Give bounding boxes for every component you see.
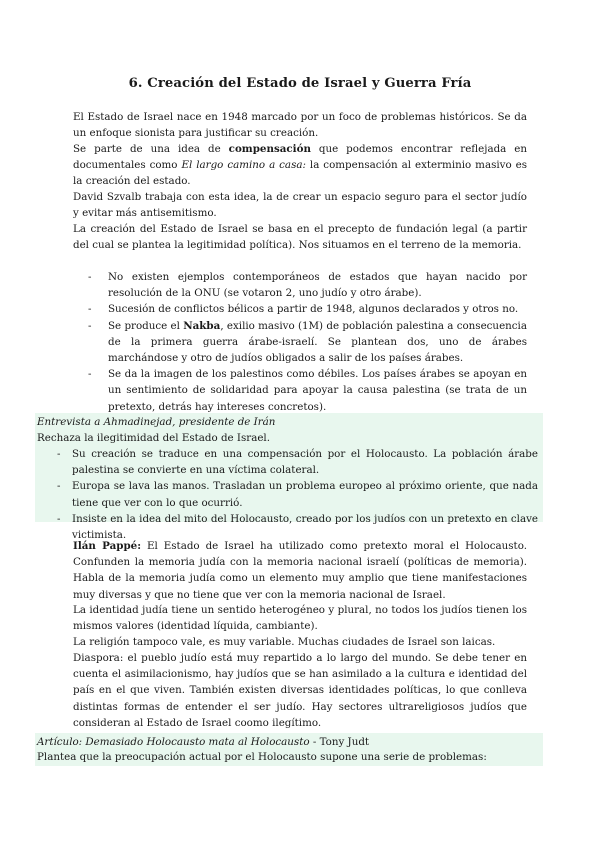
dash-marker: - <box>57 512 61 525</box>
interview-heading: Entrevista a Ahmadinejad, presidente de Irán <box>37 416 276 428</box>
interview-summary: Rechaza la ilegitimidad del Estado de Israel. <box>37 432 270 444</box>
bold-term: compensación <box>228 143 311 155</box>
list-item <box>57 446 538 478</box>
list-item <box>88 366 527 415</box>
list-item-text: Se produce el <box>108 319 184 332</box>
intro-paragraph: El Estado de Israel nace en 1948 marcado por un foco de problemas históricos. Se da un enfoque sionista para justificar su creación. <box>73 111 527 140</box>
compensation-paragraph <box>73 141 527 190</box>
pappe-paragraph <box>73 538 527 603</box>
dash-marker: - <box>88 368 92 381</box>
list-item-text: Insiste en la idea del mito del Holocausto, creado por los judíos con un pretexto en clave victimista. <box>72 512 538 542</box>
dash-marker: - <box>88 303 92 316</box>
list-item <box>88 301 527 317</box>
article-heading <box>37 734 537 750</box>
list-item-text: Sucesión de conflictos bélicos a partir de 1948, algunos declarados y otros no. <box>108 303 519 316</box>
dash-marker: - <box>88 271 92 283</box>
list-item <box>57 478 538 510</box>
legal-paragraph: La creación del Estado de Israel se basa en el precepto de fundación legal (a partir del cual se plantea la legitimidad política). Nos situamos en el terreno de la memoria. <box>73 223 527 252</box>
list-item <box>88 318 527 367</box>
text-run: que podemos encontrar reflejada en documentales como <box>73 143 527 172</box>
dash-marker: - <box>88 319 92 332</box>
text-run: Se parte de una idea de <box>73 143 229 155</box>
bold-term: Nakba <box>183 319 221 332</box>
dash-marker: - <box>57 480 61 493</box>
text-run: la compensación al exterminio masivo es la creación del estado. <box>73 159 528 188</box>
interview-list <box>57 446 538 543</box>
article-author: - Tony Judt <box>309 736 370 748</box>
list-item <box>88 269 527 301</box>
article-title: Artículo: Demasiado Holocausto mata al Holocausto <box>37 736 310 748</box>
list-item-text: Se da la imagen de los palestinos como débiles. Los países árabes se apoyan en un sentimiento de solidaridad para apoyar la causa palestina (se trata de un pretexto, detrás hay intereses concretos). <box>108 368 527 413</box>
article-summary: Plantea que la preocupación actual por el Holocausto supone una serie de problemas: <box>37 751 487 763</box>
dash-marker: - <box>57 448 61 460</box>
list-item-text: Europa se lava las manos. Trasladan un problema europeo al próximo oriente, que nada tiene que ver con lo que ocurrió. <box>72 480 538 509</box>
documentary-title: El largo camino a casa: <box>181 159 306 172</box>
context-list <box>88 269 527 415</box>
section-title: 6. Creación del Estado de Israel y Guerra Fría <box>128 76 472 91</box>
szvalb-paragraph: David Szvalb trabaja con esta idea, la de crear un espacio seguro para el sector judío y evitar más antisemitismo. <box>73 191 527 220</box>
diaspora-paragraph: Diaspora: el pueblo judío está muy repartido a lo largo del mundo. Se debe tener en cuenta el asimilacionismo, hay judíos que se han asimilado a la cultura e identidad del país en el que viven. También existen diversas identidades políticas, lo que conlleva distintas formas de entender el ser judío. Hay sectores ultrareligiosos judíos que consideran al Estado de Israel coomo ilegítimo. <box>73 652 527 729</box>
identity-paragraph: La identidad judía tiene un sentido heterogéneo y plural, no todos los judíos tienen los mismos valores (identidad líquida, cambiante). <box>73 604 527 633</box>
text-run: El Estado de Israel ha utilizado como pretexto moral el Holocausto. Confunden la memoria judía con la memoria nacional israelí (políticas de memoria). Habla de la memoria judía como un elemento muy amplio que tiene manifestaciones muy diversas y que no tiene que ver con la memoria nacional de Israel. <box>73 540 527 601</box>
religion-paragraph: La religión tampoco vale, es muy variable. Muchas ciudades de Israel son laicas. <box>73 636 496 648</box>
author-name: Ilán Pappé: <box>73 540 142 552</box>
list-item-text: No existen ejemplos contemporáneos de estados que hayan nacido por resolución de la ONU (se votaron 2, uno judío y otro árabe). <box>108 271 527 300</box>
list-item-text: , exilio masivo (1M) de población palestina a consecuencia de la primera guerra árabe-israelí. Se plantean dos, uno de árabes marchándose y otro de judíos obligados a salir de los países árabes. <box>108 319 527 365</box>
list-item-text: Su creación se traduce en una compensación por el Holocausto. La población árabe palestina se convierte en una víctima colateral. <box>72 448 538 477</box>
